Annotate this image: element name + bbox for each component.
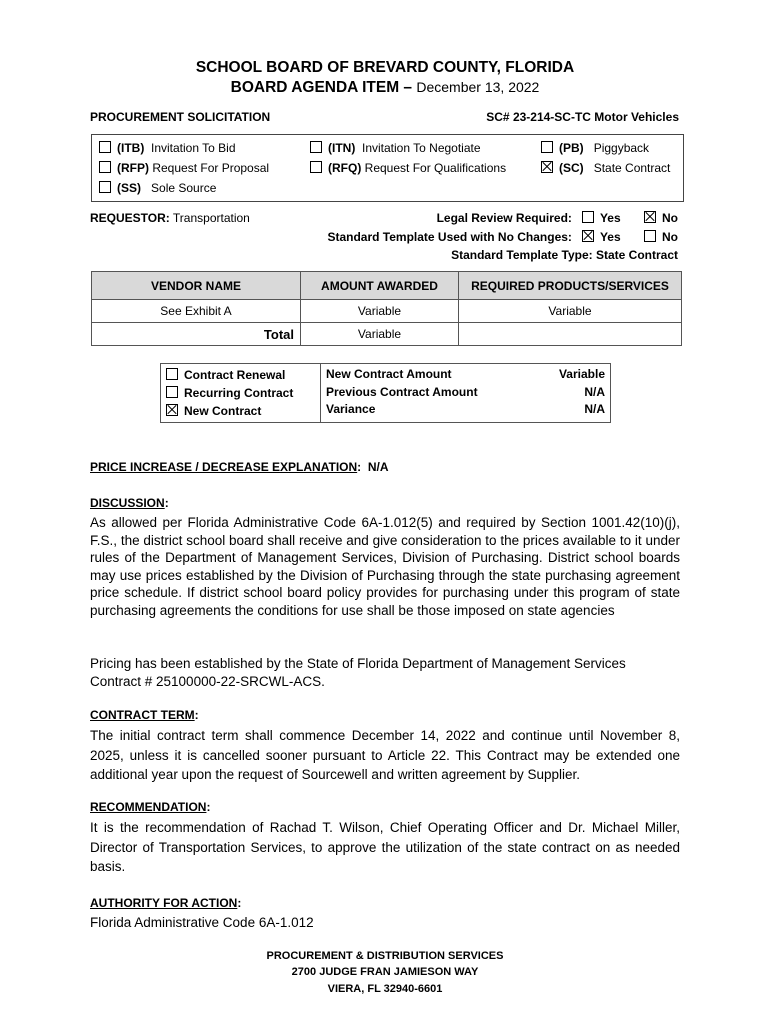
new-contract-option[interactable]: New Contract	[166, 402, 315, 420]
checkbox-rfq[interactable]	[310, 161, 322, 173]
page-subtitle	[0, 79, 770, 97]
contract-term-heading: CONTRACT TERM:	[90, 708, 199, 722]
checkbox-itb[interactable]	[99, 141, 111, 153]
recurring-contract-checkbox[interactable]	[166, 386, 178, 398]
footer-street: 2700 JUDGE FRAN JAMIESON WAY	[291, 966, 479, 978]
option-itb[interactable]: (ITB) Invitation To Bid	[99, 141, 236, 155]
contract-type-cell	[161, 364, 321, 423]
requestor	[90, 211, 250, 225]
total-empty-cell	[459, 323, 682, 346]
option-rfq[interactable]: (RFQ) Request For Qualifications	[310, 161, 506, 175]
header-vendor-name: VENDOR NAME	[92, 272, 301, 300]
recommendation-heading: RECOMMENDATION:	[90, 800, 211, 814]
contract-amounts-cell	[321, 364, 611, 423]
vendor-name-cell: See Exhibit A	[92, 300, 301, 323]
checkbox-sc[interactable]	[541, 161, 553, 173]
contract-renewal-option[interactable]: Contract Renewal	[166, 366, 315, 384]
option-pb[interactable]: (PB) Piggyback	[541, 141, 649, 155]
template-type: Standard Template Type: State Contract	[451, 248, 678, 262]
page-title: SCHOOL BOARD OF BREVARD COUNTY, FLORIDA	[195, 59, 575, 76]
contract-term-text: The initial contract term shall commence December 14, 2022 and continue until November 8, 2025, unless it is cancelled sooner pursuant to Article 22. This Contract may be extended one additional year upon the request of Sourcewell and written agreement by Supplier.	[90, 728, 680, 782]
solicitation-label: PROCUREMENT SOLICITATION	[90, 110, 271, 124]
amount-awarded-cell: Variable	[301, 300, 459, 323]
solicitation-type-box	[91, 134, 684, 202]
checkbox-itn[interactable]	[310, 141, 322, 153]
vendor-table	[91, 271, 682, 346]
vendor-table-header	[92, 272, 682, 300]
discussion-paragraph-1: As allowed per Florida Administrative Code 6A-1.012(5) and required by Section 1001.42(10)(j), F.S., the district school board shall receive and give consideration to the prices available to it under rules of the Department of Management Services, Division of Purchasing. District school boards may use prices established by the Division of Purchasing through the state purchasing agreement price schedule. If district school board policy provides for purchasing under this program of state purchasing agreements the conditions for use shall be those imposed on state agencies	[90, 515, 680, 618]
footer-city: VIERA, FL 32940-6601	[327, 983, 443, 995]
standard-template-yes-checkbox[interactable]	[582, 230, 594, 242]
discussion-paragraph-2: Pricing has been established by the State of Florida Department of Management Services Contract # 25100000-22-SRCWL-ACS.	[90, 656, 626, 689]
price-explanation-value: N/A	[367, 460, 389, 474]
discussion-heading: DISCUSSION:	[90, 496, 169, 510]
required-products-cell: Variable	[459, 300, 682, 323]
table-row	[92, 300, 682, 323]
total-row	[92, 323, 682, 346]
contract-summary-table	[160, 363, 611, 423]
variance-row: Variance N/A	[326, 402, 605, 416]
solicitation-number: SC# 23-214-SC-TC Motor Vehicles	[486, 110, 679, 124]
recommendation-text: It is the recommendation of Rachad T. Wilson, Chief Operating Officer and Dr. Michael Miller, Director of Transportation Services, to approve the utilization of the state contract on as needed basis.	[90, 820, 680, 874]
previous-contract-amount-row: Previous Contract Amount N/A	[326, 384, 605, 399]
price-explanation-label: PRICE INCREASE / DECREASE EXPLANATION	[90, 460, 358, 474]
legal-review-yes-checkbox[interactable]	[582, 211, 594, 223]
contract-renewal-checkbox[interactable]	[166, 368, 178, 380]
agenda-date: December 13, 2022	[416, 79, 540, 95]
requestor-value: Transportation	[172, 211, 250, 225]
price-explanation: PRICE INCREASE / DECREASE EXPLANATION: N/A	[90, 460, 389, 474]
legal-review-label: Legal Review Required:	[436, 211, 572, 225]
checkbox-pb[interactable]	[541, 141, 553, 153]
standard-template-no-checkbox[interactable]	[644, 230, 656, 242]
authority-text: Florida Administrative Code 6A-1.012	[90, 915, 314, 930]
new-contract-checkbox[interactable]	[166, 404, 178, 416]
standard-template-row: Standard Template Used with No Changes: Yes No	[327, 230, 678, 244]
option-sc[interactable]: (SC) State Contract	[541, 161, 670, 175]
checkbox-rfp[interactable]	[99, 161, 111, 173]
checkbox-ss[interactable]	[99, 181, 111, 193]
recurring-contract-option[interactable]: Recurring Contract	[166, 384, 315, 402]
footer-department: PROCUREMENT & DISTRIBUTION SERVICES	[266, 950, 504, 962]
authority-heading: AUTHORITY FOR ACTION:	[90, 896, 242, 910]
new-contract-amount-row: New Contract Amount Variable	[326, 367, 605, 381]
agenda-item-label: BOARD AGENDA ITEM –	[230, 79, 413, 96]
legal-review-row: Legal Review Required: Yes No	[436, 211, 678, 225]
total-amount: Variable	[301, 323, 459, 346]
requestor-label: REQUESTOR:	[90, 211, 170, 225]
option-rfp[interactable]: (RFP) Request For Proposal	[99, 161, 269, 175]
option-itn[interactable]: (ITN) Invitation To Negotiate	[310, 141, 481, 155]
legal-review-no-checkbox[interactable]	[644, 211, 656, 223]
header-amount-awarded: AMOUNT AWARDED	[301, 272, 459, 300]
total-label: Total	[92, 323, 301, 346]
standard-template-label: Standard Template Used with No Changes:	[327, 230, 572, 244]
header-required-products: REQUIRED PRODUCTS/SERVICES	[459, 272, 682, 300]
option-ss[interactable]: (SS) Sole Source	[99, 181, 216, 195]
